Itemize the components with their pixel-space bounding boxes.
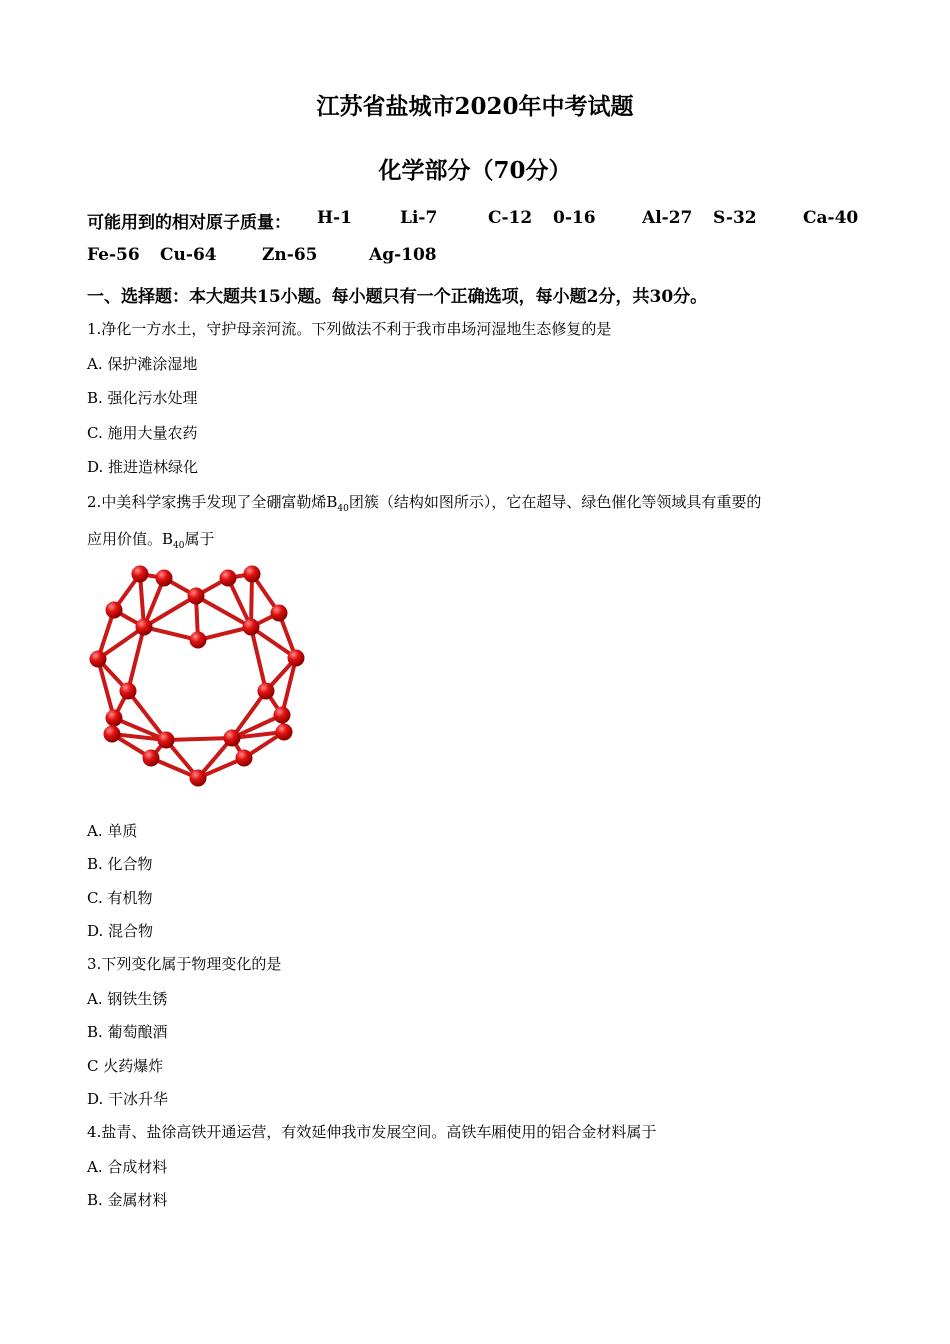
question-stem: [87, 953, 281, 974]
atom: [188, 588, 205, 605]
option-b[interactable]: B. 强化污水处理: [87, 389, 198, 407]
question-text: 中美科学家携手发现了全硼富勒烯: [101, 493, 327, 511]
question-number: 4.: [87, 1123, 102, 1141]
option-a[interactable]: A. 钢铁生锈: [87, 990, 168, 1008]
mass-item: Zn-65: [262, 245, 318, 265]
mass-item: S-32: [713, 208, 757, 228]
question-text: 应用价值。: [87, 530, 163, 548]
b40-cluster-figure: [86, 560, 308, 794]
mass-item: C-12: [488, 208, 533, 228]
option-a[interactable]: A. 保护滩涂湿地: [87, 355, 198, 373]
section-heading: 一、选择题：本大题共15小题。每小题只有一个正确选项，每小题2分，共30分。: [87, 287, 708, 307]
mass-item: Ca-40: [803, 208, 859, 228]
mass-item: Li-7: [400, 208, 438, 228]
option-a[interactable]: A. 合成材料: [87, 1158, 168, 1176]
mass-item: 0-16: [553, 208, 596, 228]
atom: [158, 732, 175, 749]
atom: [190, 632, 207, 649]
question-stem: [87, 318, 611, 339]
question-stem-continued: [87, 528, 215, 551]
atomic-mass-label: 可能用到的相对原子质量：: [87, 213, 291, 233]
atom: [190, 770, 207, 787]
page-title: 江苏省盐城市2020年中考试题: [316, 93, 634, 120]
question-number: 2.: [87, 493, 102, 511]
atom: [258, 683, 275, 700]
question-text: 盐青、盐徐高铁开通运营，有效延伸我市发展空间。高铁车厢使用的铝合金材料属于: [101, 1123, 657, 1141]
option-c[interactable]: C 火药爆炸: [87, 1057, 164, 1075]
question-text: 团簇（结构如图所示），它在超导、绿色催化等领域具有重要的: [348, 493, 762, 511]
mass-item: H-1: [317, 208, 352, 228]
mass-item: Fe-56: [87, 245, 140, 265]
question-text: 净化一方水土，守护母亲河流。下列做法不利于我市串场河湿地生态修复的是: [101, 320, 612, 338]
bond: [166, 738, 232, 740]
atom: [271, 605, 288, 622]
atom: [136, 619, 153, 636]
mass-item: Cu-64: [160, 245, 217, 265]
option-d[interactable]: D. 混合物: [87, 922, 154, 940]
question-stem: [87, 491, 761, 514]
formula-b40: $B_{40}$: [162, 530, 185, 551]
atom: [120, 683, 137, 700]
atom: [274, 707, 291, 724]
question-number: 1.: [87, 320, 102, 338]
atom: [156, 570, 173, 587]
atom: [90, 651, 107, 668]
atom: [104, 726, 121, 743]
option-a[interactable]: A. 单质: [87, 822, 138, 840]
atom: [236, 750, 253, 767]
atom: [288, 650, 305, 667]
option-b[interactable]: B. 化合物: [87, 855, 153, 873]
atom: [106, 602, 123, 619]
mass-item: Al-27: [642, 208, 693, 228]
option-d[interactable]: D. 推进造林绿化: [87, 458, 199, 476]
question-text: 下列变化属于物理变化的是: [101, 955, 282, 973]
atom: [106, 710, 123, 727]
page-subtitle: 化学部分（70分）: [378, 157, 572, 184]
mass-item: Ag-108: [369, 245, 437, 265]
question-text: 属于: [184, 530, 215, 548]
atom: [143, 750, 160, 767]
atom: [244, 566, 261, 583]
atom: [243, 619, 260, 636]
question-stem: [87, 1121, 656, 1142]
atom: [224, 730, 241, 747]
question-number: 3.: [87, 955, 102, 973]
option-b[interactable]: B. 金属材料: [87, 1191, 168, 1209]
formula-b40: $B_{40}$: [326, 493, 349, 514]
option-b[interactable]: B. 葡萄酿酒: [87, 1023, 168, 1041]
atom: [220, 570, 237, 587]
atom: [132, 566, 149, 583]
option-c[interactable]: C. 施用大量农药: [87, 424, 198, 442]
atom: [276, 724, 293, 741]
option-c[interactable]: C. 有机物: [87, 889, 153, 907]
option-d[interactable]: D. 干冰升华: [87, 1090, 169, 1108]
